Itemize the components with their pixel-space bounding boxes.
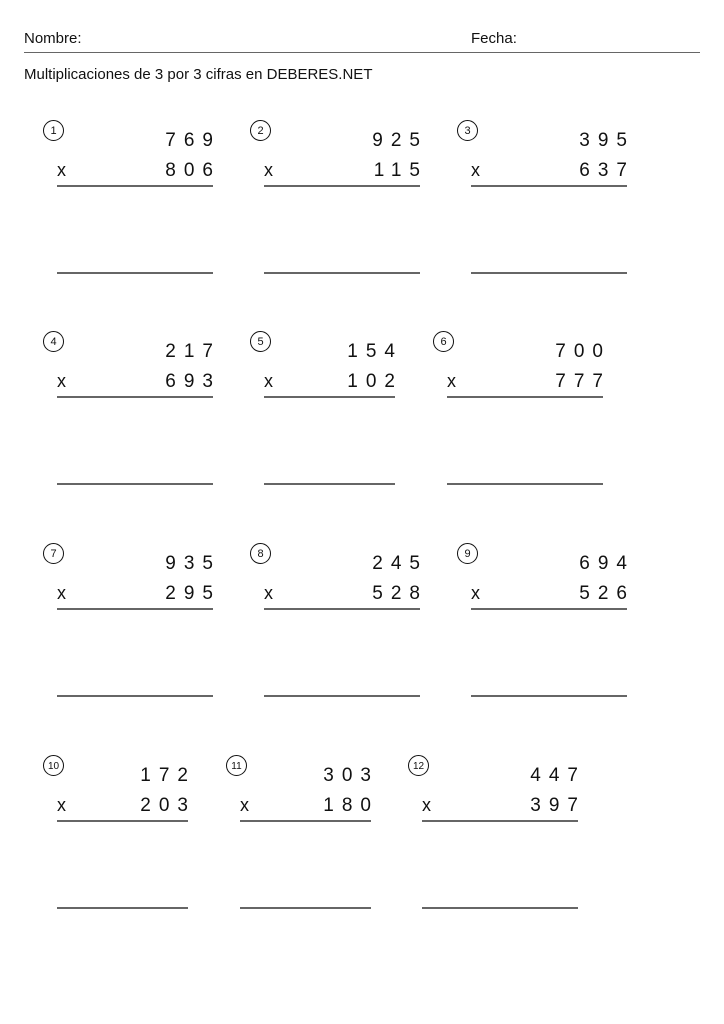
multiplier: 102 bbox=[347, 371, 403, 392]
problem-5 bbox=[250, 331, 403, 491]
multiply-sign: x bbox=[447, 371, 456, 391]
problem-number-badge: 12 bbox=[408, 755, 429, 776]
product-rule bbox=[57, 396, 213, 398]
multiply-sign: x bbox=[240, 795, 249, 815]
multiply-sign: x bbox=[471, 583, 480, 603]
product-rule bbox=[471, 608, 627, 610]
problem-8 bbox=[250, 543, 428, 703]
answer-line bbox=[57, 272, 213, 274]
multiplicand: 447 bbox=[530, 765, 586, 786]
problem-6 bbox=[433, 331, 611, 491]
multiplier: 397 bbox=[530, 795, 586, 816]
product-rule bbox=[264, 185, 420, 187]
problem-number-badge: 1 bbox=[43, 120, 64, 141]
answer-line bbox=[57, 695, 213, 697]
multiply-sign: x bbox=[57, 795, 66, 815]
product-rule bbox=[264, 608, 420, 610]
multiplicand: 303 bbox=[323, 765, 379, 786]
multiplier: 777 bbox=[555, 371, 611, 392]
product-rule bbox=[264, 396, 395, 398]
answer-line bbox=[57, 907, 188, 909]
multiplicand: 935 bbox=[165, 553, 221, 574]
problem-number-badge: 2 bbox=[250, 120, 271, 141]
multiply-sign: x bbox=[264, 371, 273, 391]
multiplicand: 694 bbox=[579, 553, 635, 574]
multiplier: 528 bbox=[372, 583, 428, 604]
answer-line bbox=[471, 272, 627, 274]
problem-10 bbox=[43, 755, 196, 915]
multiplier: 637 bbox=[579, 160, 635, 181]
multiplier: 693 bbox=[165, 371, 221, 392]
name-label: Nombre: bbox=[24, 30, 82, 47]
multiplicand: 217 bbox=[165, 341, 221, 362]
multiplicand: 172 bbox=[140, 765, 196, 786]
answer-line bbox=[447, 483, 603, 485]
multiplicand: 769 bbox=[165, 130, 221, 151]
product-rule bbox=[57, 185, 213, 187]
date-label: Fecha: bbox=[471, 30, 517, 47]
answer-line bbox=[57, 483, 213, 485]
product-rule bbox=[240, 820, 371, 822]
problem-3 bbox=[457, 120, 635, 280]
worksheet-header bbox=[24, 30, 700, 53]
problem-12 bbox=[408, 755, 586, 915]
answer-line bbox=[422, 907, 578, 909]
multiplier: 180 bbox=[323, 795, 379, 816]
problem-number-badge: 8 bbox=[250, 543, 271, 564]
problem-4 bbox=[43, 331, 221, 491]
multiplier: 115 bbox=[373, 160, 428, 181]
multiply-sign: x bbox=[57, 160, 66, 180]
multiplicand: 245 bbox=[372, 553, 428, 574]
multiplier: 295 bbox=[165, 583, 221, 604]
problem-number-badge: 10 bbox=[43, 755, 64, 776]
multiply-sign: x bbox=[471, 160, 480, 180]
multiplier: 526 bbox=[579, 583, 635, 604]
product-rule bbox=[57, 820, 188, 822]
multiply-sign: x bbox=[57, 371, 66, 391]
multiplier: 203 bbox=[140, 795, 196, 816]
answer-line bbox=[240, 907, 371, 909]
multiplicand: 154 bbox=[347, 341, 403, 362]
problem-7 bbox=[43, 543, 221, 703]
problem-11 bbox=[226, 755, 379, 915]
product-rule bbox=[471, 185, 627, 187]
multiplicand: 925 bbox=[372, 130, 428, 151]
multiply-sign: x bbox=[422, 795, 431, 815]
worksheet-subtitle: Multiplicaciones de 3 por 3 cifras en DEBERES.NET bbox=[24, 66, 373, 83]
problem-number-badge: 9 bbox=[457, 543, 478, 564]
problem-number-badge: 5 bbox=[250, 331, 271, 352]
product-rule bbox=[422, 820, 578, 822]
problem-number-badge: 3 bbox=[457, 120, 478, 141]
multiply-sign: x bbox=[57, 583, 66, 603]
problem-number-badge: 11 bbox=[226, 755, 247, 776]
answer-line bbox=[264, 483, 395, 485]
multiply-sign: x bbox=[264, 160, 273, 180]
problem-9 bbox=[457, 543, 635, 703]
problem-number-badge: 6 bbox=[433, 331, 454, 352]
multiplicand: 395 bbox=[579, 130, 635, 151]
problem-1 bbox=[43, 120, 221, 280]
product-rule bbox=[57, 608, 213, 610]
answer-line bbox=[264, 272, 420, 274]
product-rule bbox=[447, 396, 603, 398]
answer-line bbox=[471, 695, 627, 697]
multiplicand: 700 bbox=[555, 341, 611, 362]
problem-2 bbox=[250, 120, 428, 280]
answer-line bbox=[264, 695, 420, 697]
multiplier: 806 bbox=[165, 160, 221, 181]
problem-number-badge: 7 bbox=[43, 543, 64, 564]
multiply-sign: x bbox=[264, 583, 273, 603]
problem-number-badge: 4 bbox=[43, 331, 64, 352]
